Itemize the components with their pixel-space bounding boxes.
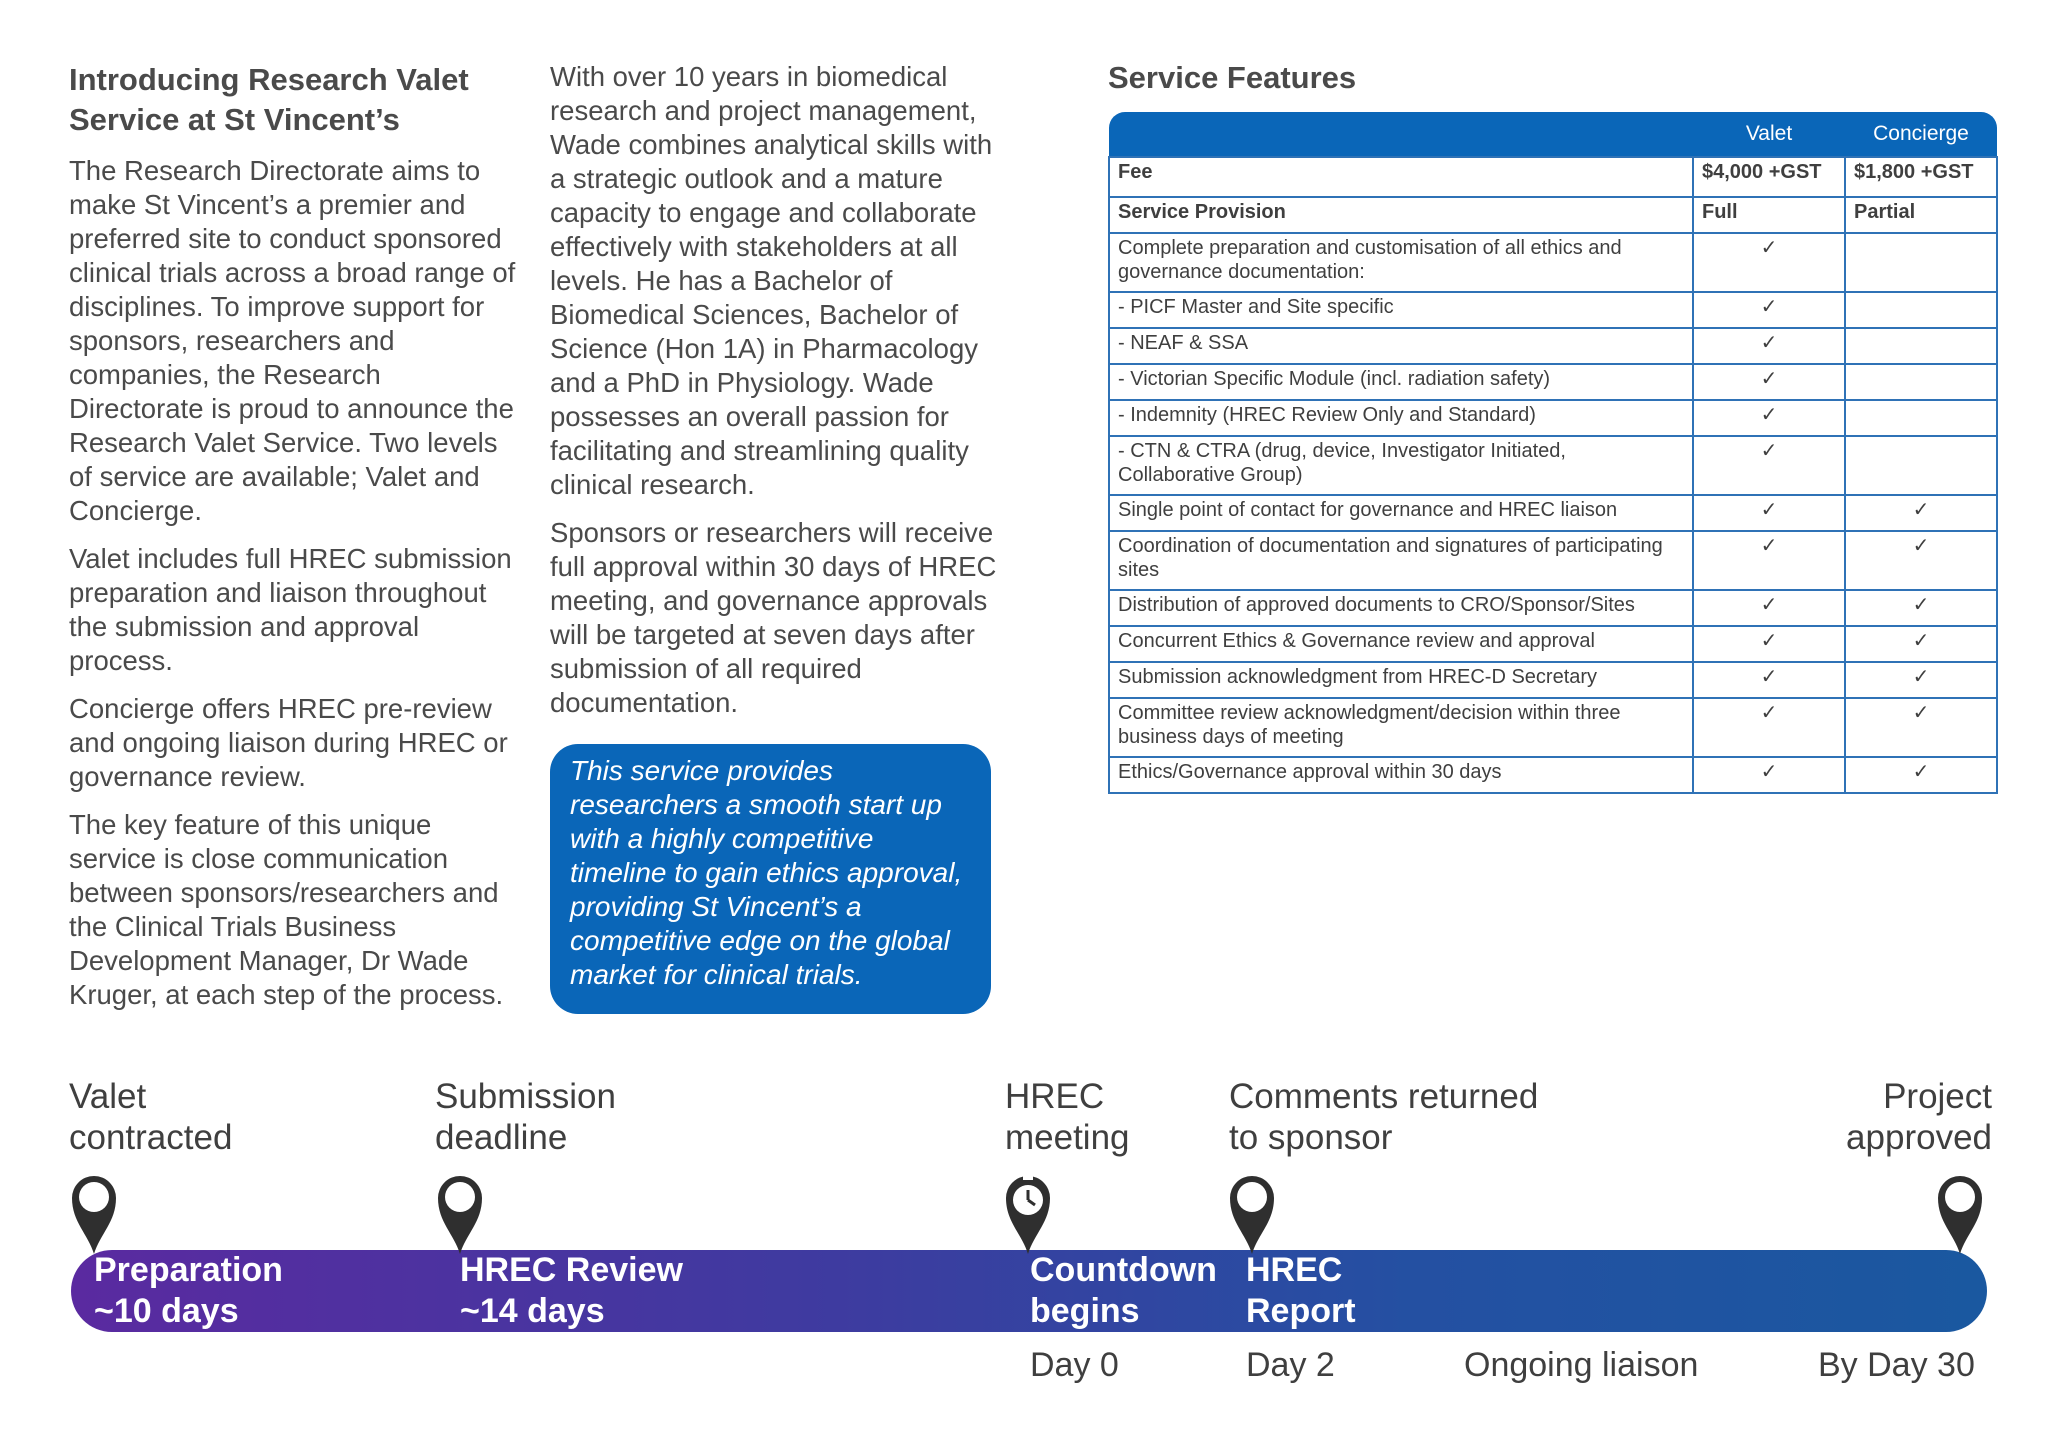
table-row	[1109, 197, 1997, 233]
feature-label: - CTN & CTRA (drug, device, Investigator Initiated, Collaborative Group)	[1109, 436, 1693, 495]
concierge-cell: ✓	[1845, 590, 1997, 626]
table-row	[1109, 400, 1997, 436]
phase-label: Preparation ~10 days	[94, 1251, 283, 1330]
table-header-row	[1109, 112, 1997, 157]
feature-label: Committee review acknowledgment/decision within three business days of meeting	[1109, 698, 1693, 757]
map-pin-icon	[68, 1170, 120, 1256]
phase-label: Countdown begins	[1030, 1251, 1217, 1330]
timeline	[0, 1040, 2048, 1448]
valet-cell: $4,000 +GST	[1693, 157, 1845, 197]
table-row	[1109, 233, 1997, 292]
intro-column-right	[550, 60, 1000, 734]
valet-cell: ✓	[1693, 662, 1845, 698]
table-row	[1109, 757, 1997, 793]
timeline-bar	[71, 1250, 1987, 1332]
valet-cell: ✓	[1693, 328, 1845, 364]
concierge-cell	[1845, 328, 1997, 364]
clock-pin-icon	[1002, 1170, 1054, 1256]
concierge-cell: ✓	[1845, 757, 1997, 793]
table-row	[1109, 626, 1997, 662]
table-row	[1109, 590, 1997, 626]
valet-cell: ✓	[1693, 495, 1845, 531]
milestone-label: HREC meeting	[1005, 1077, 1130, 1157]
table-row	[1109, 531, 1997, 590]
phase-label: HREC Report	[1246, 1251, 1356, 1330]
feature-label: Service Provision	[1109, 197, 1693, 233]
intro-paragraph: The key feature of this unique service is close communication between sponsors/researchers and the Clinical Trials Business Development Manager, Dr Wade Kruger, at each step of the process.	[69, 809, 504, 1010]
concierge-cell: ✓	[1845, 662, 1997, 698]
day-label: Day 2	[1246, 1346, 1335, 1384]
table-row	[1109, 436, 1997, 495]
feature-label: Fee	[1109, 157, 1693, 197]
table-row	[1109, 698, 1997, 757]
bio-paragraph: With over 10 years in biomedical research and project management, Wade combines analytical skills with a strategic outlook and a mature capacity to engage and collaborate effectively with stakeholders at all levels. He has a Bachelor of Biomedical Sciences, Bachelor of Science (Hon 1A) in Pharmacology and a PhD in Physiology. Wade possesses an overall passion for facilitating and streamlining quality clinical research.	[550, 61, 993, 500]
concierge-cell: ✓	[1845, 626, 1997, 662]
day-label: Day 0	[1030, 1346, 1119, 1384]
valet-cell: ✓	[1693, 400, 1845, 436]
concierge-cell: $1,800 +GST	[1845, 157, 1997, 197]
concierge-cell	[1845, 436, 1997, 495]
concierge-cell: Partial	[1845, 197, 1997, 233]
intro-heading: Introducing Research Valet Service at St Vincent’s	[69, 62, 469, 137]
valet-cell: ✓	[1693, 590, 1845, 626]
intro-paragraph: The Research Directorate aims to make St Vincent’s a premier and preferred site to conduct sponsored clinical trials across a broad range of disciplines. To improve support for sponsors, researchers and companies, the Research Directorate is proud to announce the Research Valet Service. Two levels of service are available; Valet and Concierge.	[69, 155, 516, 526]
concierge-cell: ✓	[1845, 495, 1997, 531]
valet-cell: ✓	[1693, 436, 1845, 495]
header-cell	[1109, 112, 1693, 157]
table-row	[1109, 292, 1997, 328]
feature-label: Coordination of documentation and signatures of participating sites	[1109, 531, 1693, 590]
callout-box	[550, 744, 991, 1014]
valet-cell: ✓	[1693, 233, 1845, 292]
feature-label: Ethics/Governance approval within 30 days	[1109, 757, 1693, 793]
approval-paragraph: Sponsors or researchers will receive full approval within 30 days of HREC meeting, and governance approvals will be targeted at seven days after submission of all required documentation.	[550, 517, 997, 718]
table-row	[1109, 328, 1997, 364]
valet-cell: ✓	[1693, 757, 1845, 793]
milestone-label: Comments returned to sponsor	[1229, 1077, 1539, 1157]
intro-column-left	[69, 60, 519, 1026]
table-row	[1109, 662, 1997, 698]
feature-label: Submission acknowledgment from HREC-D Secretary	[1109, 662, 1693, 698]
table-row	[1109, 495, 1997, 531]
service-features-title: Service Features	[1108, 60, 1357, 95]
concierge-cell: ✓	[1845, 531, 1997, 590]
feature-label: Distribution of approved documents to CRO/Sponsor/Sites	[1109, 590, 1693, 626]
service-features-table	[1108, 112, 1998, 794]
valet-cell: ✓	[1693, 698, 1845, 757]
concierge-cell	[1845, 292, 1997, 328]
feature-label: Complete preparation and customisation of all ethics and governance documentation:	[1109, 233, 1693, 292]
valet-cell: ✓	[1693, 531, 1845, 590]
valet-cell: ✓	[1693, 292, 1845, 328]
valet-cell: ✓	[1693, 364, 1845, 400]
map-pin-icon	[434, 1170, 486, 1256]
milestone-label: Submission deadline	[435, 1077, 616, 1157]
feature-label: - Victorian Specific Module (incl. radiation safety)	[1109, 364, 1693, 400]
feature-label: - NEAF & SSA	[1109, 328, 1693, 364]
concierge-cell	[1845, 233, 1997, 292]
feature-label: - Indemnity (HREC Review Only and Standard)	[1109, 400, 1693, 436]
concierge-cell	[1845, 364, 1997, 400]
valet-cell: ✓	[1693, 626, 1845, 662]
phase-label: HREC Review ~14 days	[460, 1251, 683, 1330]
intro-paragraph: Valet includes full HREC submission preparation and liaison throughout the submission and approval process.	[69, 543, 512, 676]
intro-paragraph: Concierge offers HREC pre-review and ongoing liaison during HREC or governance review.	[69, 693, 508, 792]
callout-text: This service provides researchers a smooth start up with a highly competitive timeline to gain ethics approval, providing St Vincent’s a competitive edge on the global market for clinical trials.	[570, 755, 963, 990]
map-pin-icon	[1226, 1170, 1278, 1256]
table-row	[1109, 157, 1997, 197]
feature-label: Single point of contact for governance and HREC liaison	[1109, 495, 1693, 531]
map-pin-icon	[1934, 1170, 1986, 1256]
valet-cell: Full	[1693, 197, 1845, 233]
day-label: By Day 30	[1818, 1346, 1975, 1384]
milestone-label: Project approved	[1846, 1077, 1992, 1157]
table-row	[1109, 364, 1997, 400]
milestone-label: Valet contracted	[69, 1077, 233, 1157]
header-cell-concierge: Concierge	[1845, 112, 1997, 157]
feature-label: Concurrent Ethics & Governance review and approval	[1109, 626, 1693, 662]
day-label: Ongoing liaison	[1464, 1346, 1699, 1384]
table-body	[1109, 157, 1997, 793]
header-cell-valet: Valet	[1693, 112, 1845, 157]
concierge-cell	[1845, 400, 1997, 436]
feature-label: - PICF Master and Site specific	[1109, 292, 1693, 328]
concierge-cell: ✓	[1845, 698, 1997, 757]
